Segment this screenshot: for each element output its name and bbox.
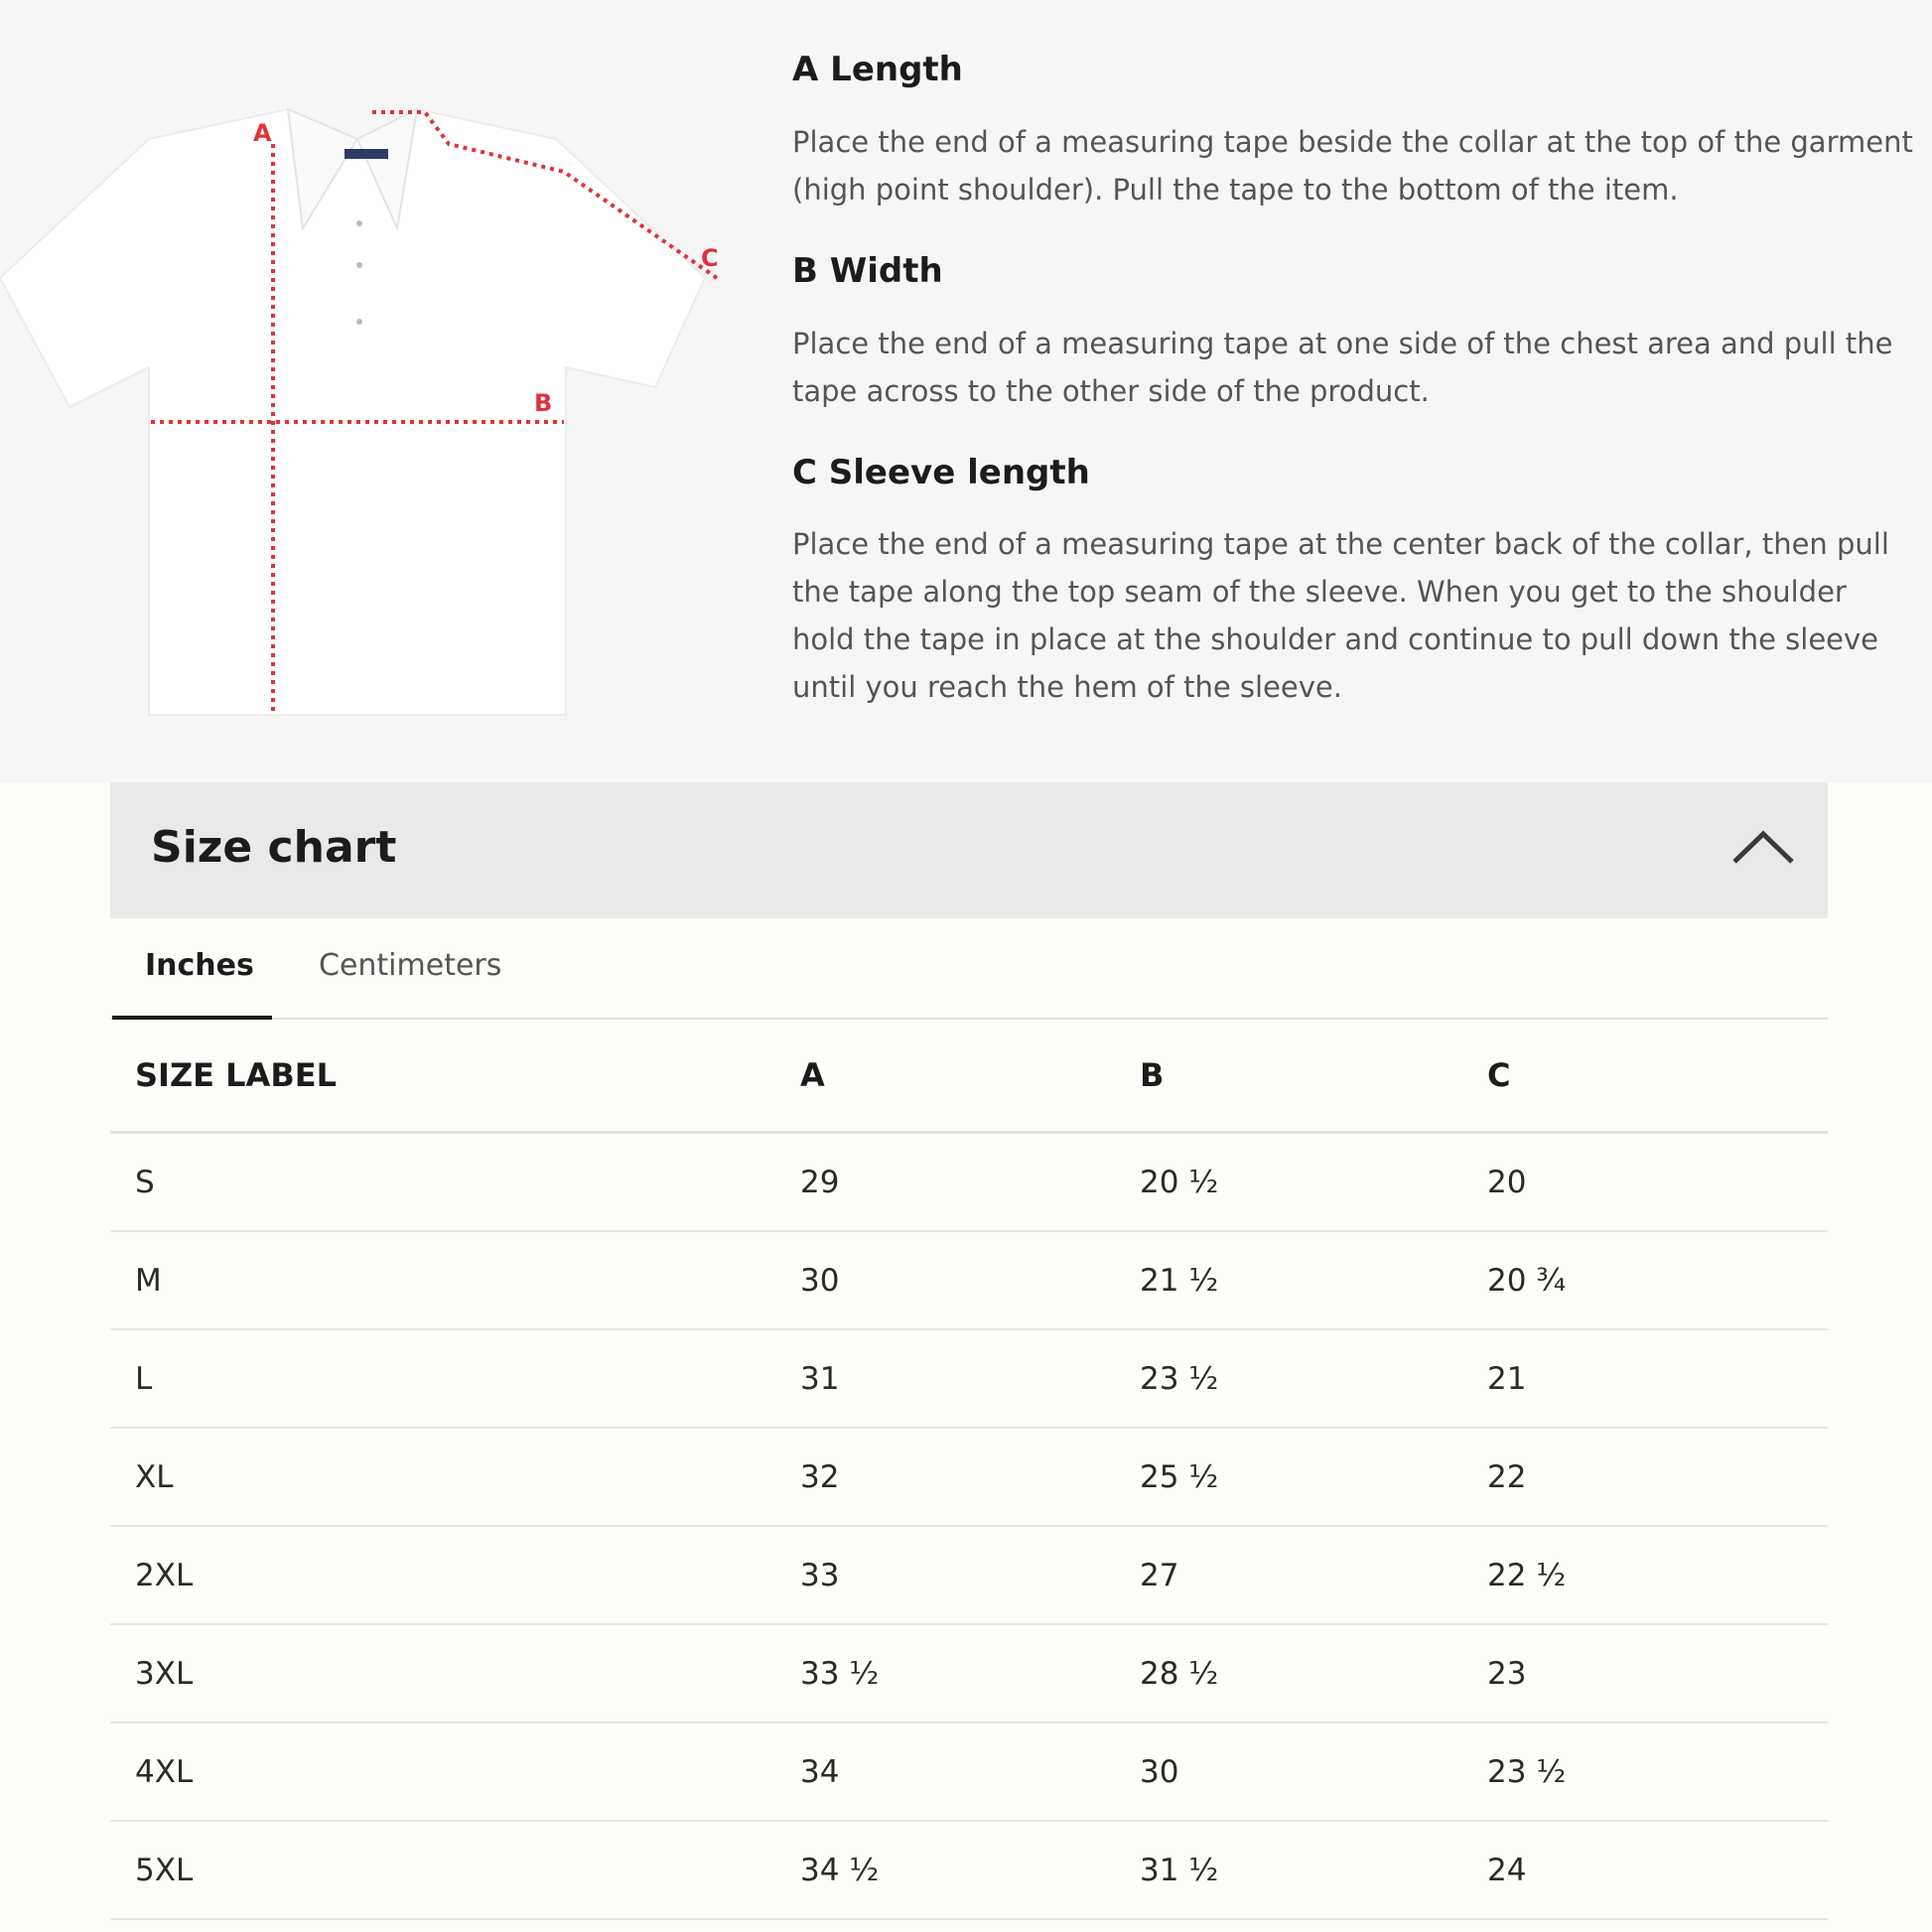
table-cell: 31 (800, 1329, 1140, 1428)
measurement-guide-panel (0, 0, 1932, 782)
table-cell: M (110, 1231, 800, 1329)
table-cell: 22 (1487, 1428, 1828, 1526)
unit-tabs (110, 918, 1828, 1020)
table-row (110, 1526, 1828, 1624)
table-row (110, 1624, 1828, 1723)
table-cell: S (110, 1133, 800, 1232)
table-cell: 29 (800, 1133, 1140, 1232)
table-row (110, 1329, 1828, 1428)
measurement-title: C Sleeve length (792, 452, 1090, 492)
table-cell: 23 ½ (1487, 1723, 1828, 1821)
table-cell: 20 ½ (1140, 1133, 1487, 1232)
label-b: B (534, 389, 553, 417)
size-table (110, 1020, 1828, 1920)
table-cell: 33 (800, 1526, 1140, 1624)
table-cell: L (110, 1329, 800, 1428)
table-row (110, 1821, 1828, 1919)
measurement-width (792, 251, 1914, 415)
table-header-row (110, 1020, 1828, 1133)
column-header: C (1487, 1020, 1828, 1133)
table-cell: XL (110, 1428, 800, 1526)
measurement-description: Place the end of a measuring tape beside the collar at the top of the garment (high point shoulder). Pull the tape to the bottom of the item. (792, 124, 1913, 207)
table-cell: 5XL (110, 1821, 800, 1919)
label-a: A (253, 119, 272, 147)
measurement-description: Place the end of a measuring tape at one side of the chest area and pull the tape across to the other side of the product. (792, 326, 1893, 408)
tab-inches[interactable]: Inches (145, 948, 254, 983)
column-header: B (1140, 1020, 1487, 1133)
measurement-title: B Width (792, 250, 943, 291)
table-cell: 25 ½ (1140, 1428, 1487, 1526)
table-cell: 33 ½ (800, 1624, 1140, 1723)
table-row (110, 1133, 1828, 1232)
table-row (110, 1723, 1828, 1821)
table-cell: 4XL (110, 1723, 800, 1821)
label-c: C (701, 244, 719, 272)
table-row (110, 1428, 1828, 1526)
table-cell: 32 (800, 1428, 1140, 1526)
table-cell: 21 (1487, 1329, 1828, 1428)
table-cell: 3XL (110, 1624, 800, 1723)
table-cell: 34 ½ (800, 1821, 1140, 1919)
table-cell: 27 (1140, 1526, 1487, 1624)
measurement-length (792, 50, 1914, 213)
size-chart-title: Size chart (151, 822, 397, 873)
table-cell: 24 (1487, 1821, 1828, 1919)
measurement-description: Place the end of a measuring tape at the center back of the collar, then pull the tape along the top seam of the sleeve. When you get to the shoulder hold the tape in place at the shoulder and continue to pull down the sleeve until you reach the hem of the sleeve. (792, 527, 1889, 705)
table-cell: 2XL (110, 1526, 800, 1624)
table-cell: 20 (1487, 1133, 1828, 1232)
table-cell: 34 (800, 1723, 1140, 1821)
table-cell: 31 ½ (1140, 1821, 1487, 1919)
column-header: SIZE LABEL (110, 1020, 800, 1133)
collapse-toggle-button[interactable] (1728, 818, 1798, 878)
column-header: A (800, 1020, 1140, 1133)
table-cell: 20 ¾ (1487, 1231, 1828, 1329)
table-cell: 21 ½ (1140, 1231, 1487, 1329)
table-cell: 30 (1140, 1723, 1487, 1821)
tab-centimeters[interactable]: Centimeters (319, 948, 502, 983)
chevron-up-icon (1728, 818, 1798, 878)
shirt-measurement-diagram (0, 69, 735, 725)
table-cell: 23 ½ (1140, 1329, 1487, 1428)
table-cell: 23 (1487, 1624, 1828, 1723)
measurement-title: A Length (792, 50, 963, 89)
size-chart-header[interactable] (110, 782, 1828, 918)
table-cell: 30 (800, 1231, 1140, 1329)
table-cell: 28 ½ (1140, 1624, 1487, 1723)
measurement-instructions (792, 50, 1914, 749)
table-row (110, 1231, 1828, 1329)
polo-shirt-illustration (0, 109, 705, 715)
measurement-sleeve (792, 453, 1914, 712)
table-cell: 22 ½ (1487, 1526, 1828, 1624)
